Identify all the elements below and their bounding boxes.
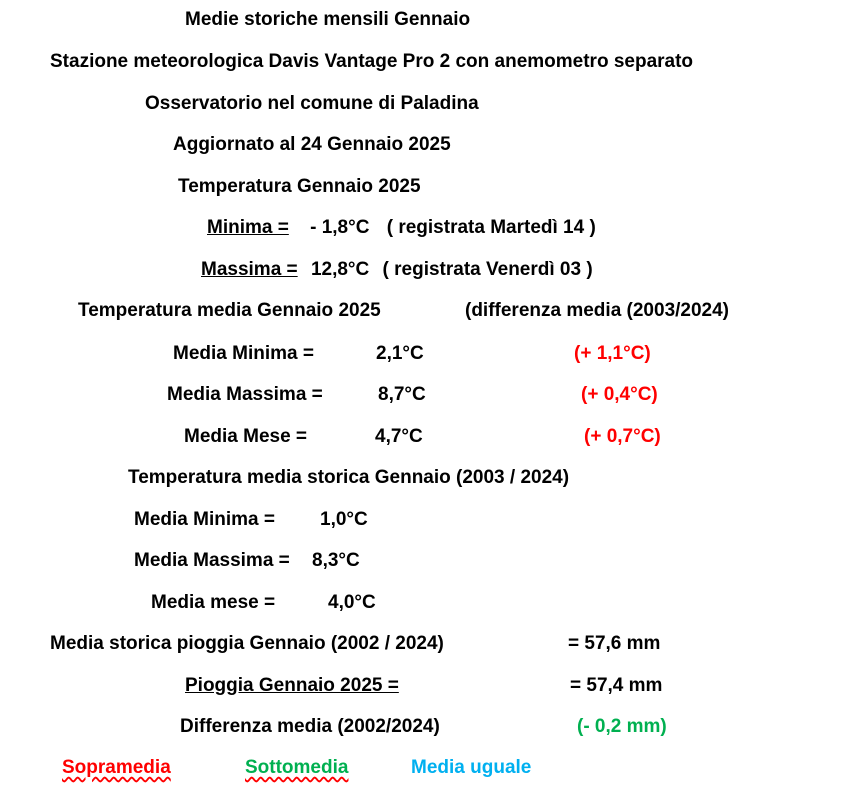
- hist-max-value: 8,3°C: [312, 550, 360, 571]
- hist-header: Temperatura media storica Gennaio (2003 / 2024): [128, 467, 570, 488]
- page-title: Medie storiche mensili Gennaio: [185, 9, 471, 30]
- avg-min-diff: (+ 1,1°C): [574, 343, 651, 364]
- minima-note: ( registrata Martedì 14 ): [386, 217, 596, 238]
- massima-label: Massima =: [201, 259, 298, 280]
- avg-min-label: Media Minima =: [173, 343, 314, 364]
- rain-2025-label: Pioggia Gennaio 2025 =: [185, 675, 399, 696]
- hist-min-value: 1,0°C: [320, 509, 368, 530]
- avg-month-label: Media Mese =: [184, 426, 308, 447]
- rain-hist-value: = 57,6 mm: [568, 633, 661, 654]
- hist-month-value: 4,0°C: [328, 592, 376, 613]
- hist-max-label: Media Massima =: [134, 550, 290, 571]
- temp-header: Temperatura Gennaio 2025: [178, 176, 421, 197]
- rain-hist-label: Media storica pioggia Gennaio (2002 / 2024): [50, 633, 444, 654]
- minima-row: [207, 216, 596, 240]
- massima-value: 12,8°C: [310, 259, 370, 280]
- legend-below: Sottomedia: [245, 757, 349, 778]
- avg-max-diff: (+ 0,4°C): [581, 384, 658, 405]
- avg-min-value: 2,1°C: [376, 343, 424, 364]
- avg-max-label: Media Massima =: [167, 384, 323, 405]
- avg-month-value: 4,7°C: [375, 426, 423, 447]
- rain-diff-label: Differenza media (2002/2024): [180, 716, 440, 737]
- station-line: Stazione meteorologica Davis Vantage Pro 2 con anemometro separato: [50, 51, 694, 72]
- massima-row: [201, 258, 593, 282]
- legend-above: Sopramedia: [62, 757, 171, 778]
- minima-value: - 1,8°C: [310, 217, 370, 238]
- hist-min-label: Media Minima =: [134, 509, 275, 530]
- rain-diff-value: (- 0,2 mm): [577, 716, 667, 737]
- hist-month-label: Media mese =: [151, 592, 276, 613]
- massima-note: ( registrata Venerdì 03 ): [382, 259, 593, 280]
- avg-header-left: Temperatura media Gennaio 2025: [78, 300, 381, 321]
- observatory-line: Osservatorio nel comune di Paladina: [145, 93, 479, 114]
- updated-line: Aggiornato al 24 Gennaio 2025: [173, 134, 451, 155]
- avg-month-diff: (+ 0,7°C): [584, 426, 661, 447]
- avg-max-value: 8,7°C: [378, 384, 426, 405]
- avg-header-right: (differenza media (2003/2024): [465, 300, 730, 321]
- rain-2025-value: = 57,4 mm: [570, 675, 663, 696]
- minima-label: Minima =: [207, 217, 289, 238]
- legend-equal: Media uguale: [411, 757, 532, 778]
